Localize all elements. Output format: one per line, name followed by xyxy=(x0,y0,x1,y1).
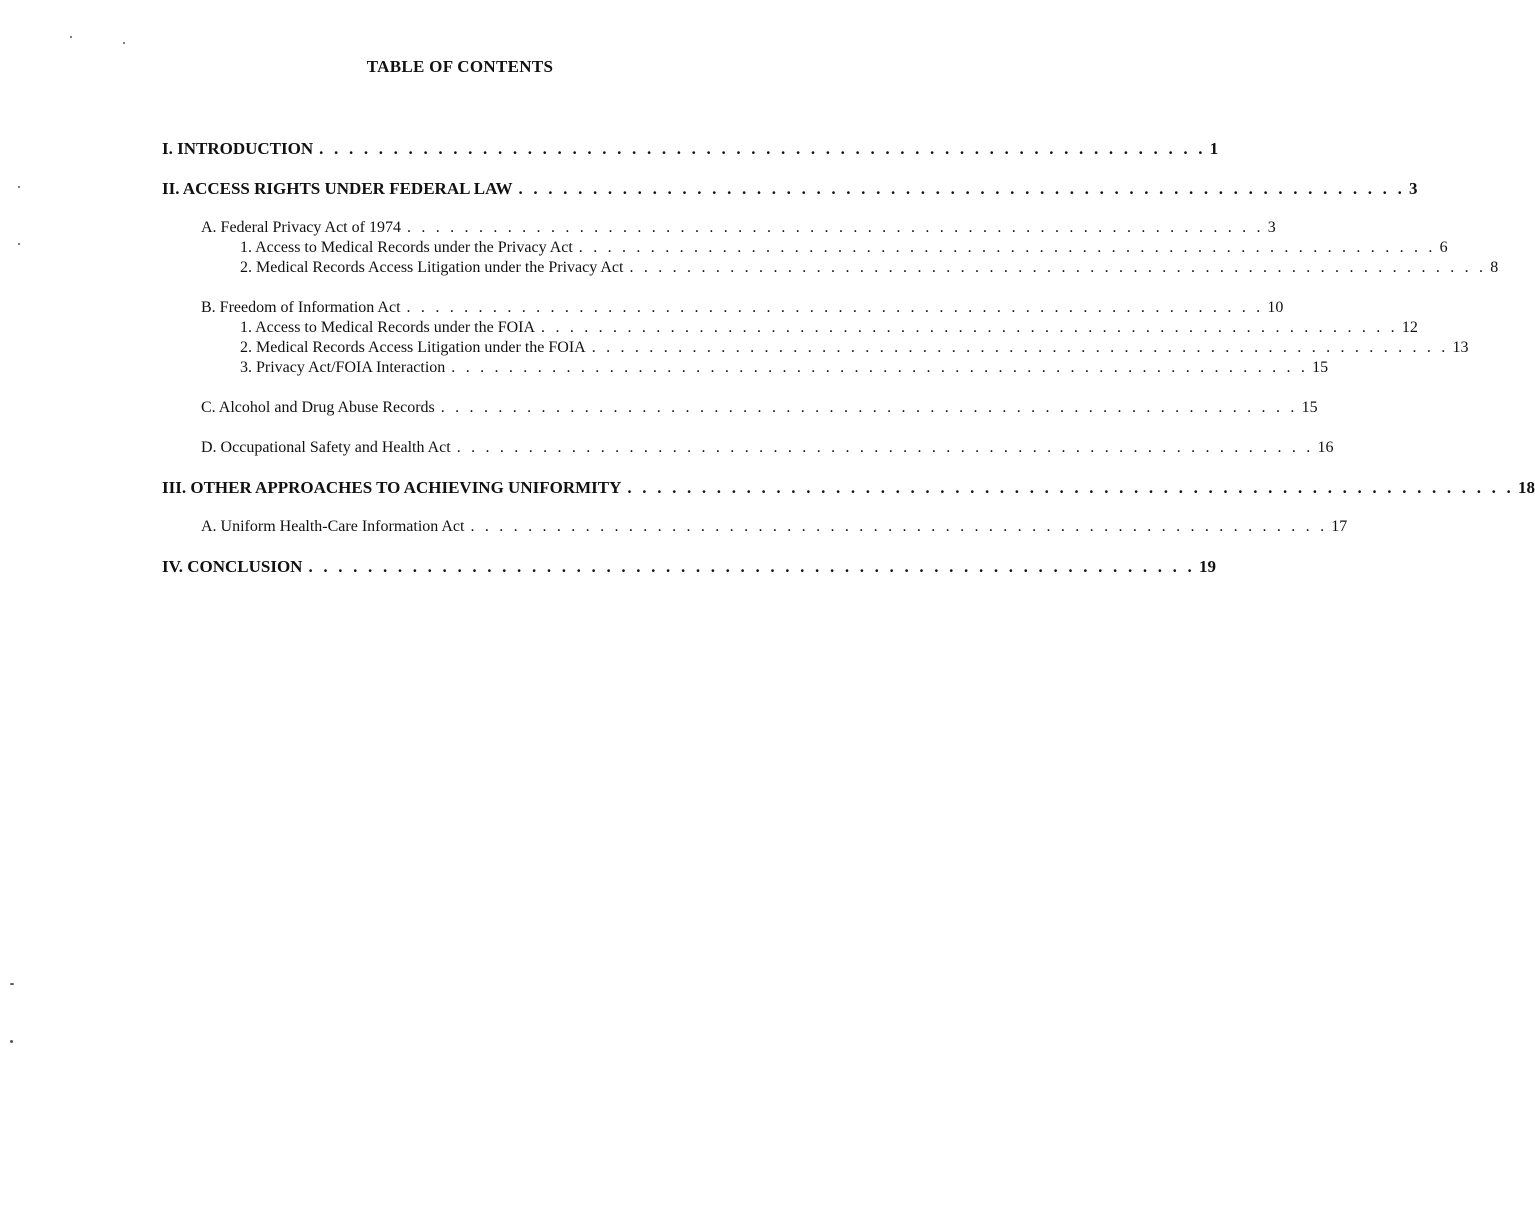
toc-entry-page: 1 xyxy=(1209,139,1219,158)
toc-entry-foia-access xyxy=(240,319,1418,337)
toc-entry-page: 13 xyxy=(1452,339,1469,356)
toc-entry-label: A. Uniform Health-Care Information Act xyxy=(201,518,465,535)
scan-speck xyxy=(70,36,72,38)
toc-entry-label: 3. Privacy Act/FOIA Interaction xyxy=(240,359,446,376)
toc-entry-page: 8 xyxy=(1490,259,1499,276)
toc-entry-page: 3 xyxy=(1409,179,1418,198)
scan-speck xyxy=(10,1040,13,1043)
toc-entry-page: 12 xyxy=(1401,319,1418,336)
toc-entry-conclusion xyxy=(162,557,1217,577)
dot-leader: . . . . . . . . . . . . . . . . . . . . . . . . . . . . . . . . . . . . . . . . . . . . . . . . . . . . . . . . . . . . xyxy=(627,478,1514,497)
toc-entry-osha xyxy=(201,439,1334,457)
scan-speck xyxy=(18,243,20,245)
dot-leader: . . . . . . . . . . . . . . . . . . . . . . . . . . . . . . . . . . . . . . . . . . . . . . . . . . . . . . . . . . . . xyxy=(470,518,1328,535)
toc-entry-label: 1. Access to Medical Records under the Privacy Act xyxy=(240,239,573,256)
toc-entry-page: 6 xyxy=(1439,239,1448,256)
toc-entry-foia xyxy=(201,299,1284,317)
toc-entry-label: I. INTRODUCTION xyxy=(162,139,314,158)
scan-speck xyxy=(10,983,14,985)
dot-leader: . . . . . . . . . . . . . . . . . . . . . . . . . . . . . . . . . . . . . . . . . . . . . . . . . . . . . . . . . . . . xyxy=(406,219,1264,236)
dot-leader: . . . . . . . . . . . . . . . . . . . . . . . . . . . . . . . . . . . . . . . . . . . . . . . . . . . . . . . . . . . . xyxy=(440,399,1298,416)
dot-leader: . . . . . . . . . . . . . . . . . . . . . . . . . . . . . . . . . . . . . . . . . . . . . . . . . . . . . . . . . . . . xyxy=(578,239,1436,256)
toc-entry-privacy-act xyxy=(201,219,1276,237)
toc-entry-page: 17 xyxy=(1331,518,1348,535)
toc-entry-label: 2. Medical Records Access Litigation under the Privacy Act xyxy=(240,259,624,276)
dot-leader: . . . . . . . . . . . . . . . . . . . . . . . . . . . . . . . . . . . . . . . . . . . . . . . . . . . . . . . . . . . . xyxy=(319,139,1206,158)
dot-leader: . . . . . . . . . . . . . . . . . . . . . . . . . . . . . . . . . . . . . . . . . . . . . . . . . . . . . . . . . . . . xyxy=(456,439,1314,456)
toc-entry-privacy-act-access xyxy=(240,239,1448,257)
toc-entry-page: 10 xyxy=(1267,299,1284,316)
page-title: TABLE OF CONTENTS xyxy=(366,57,554,76)
toc-entry-label: IV. CONCLUSION xyxy=(162,557,303,576)
toc-entry-privacy-foia-interaction xyxy=(240,359,1329,377)
toc-entry-label: B. Freedom of Information Act xyxy=(201,299,401,316)
toc-entry-other-approaches xyxy=(162,478,1535,498)
toc-entry-label: D. Occupational Safety and Health Act xyxy=(201,439,451,456)
toc-entry-label: 2. Medical Records Access Litigation under the FOIA xyxy=(240,339,586,356)
dot-leader: . . . . . . . . . . . . . . . . . . . . . . . . . . . . . . . . . . . . . . . . . . . . . . . . . . . . . . . . . . . . xyxy=(541,319,1398,336)
toc-entry-page: 19 xyxy=(1199,557,1217,576)
toc-entry-privacy-act-litigation xyxy=(240,259,1499,277)
dot-leader: . . . . . . . . . . . . . . . . . . . . . . . . . . . . . . . . . . . . . . . . . . . . . . . . . . . . . . . . . . . . xyxy=(591,339,1449,356)
dot-leader: . . . . . . . . . . . . . . . . . . . . . . . . . . . . . . . . . . . . . . . . . . . . . . . . . . . . . . . . . . . . xyxy=(406,299,1264,316)
toc-entry-page: 18 xyxy=(1517,478,1535,497)
toc-entry-label: C. Alcohol and Drug Abuse Records xyxy=(201,399,435,416)
dot-leader: . . . . . . . . . . . . . . . . . . . . . . . . . . . . . . . . . . . . . . . . . . . . . . . . . . . . . . . . . . . . xyxy=(518,179,1406,198)
dot-leader: . . . . . . . . . . . . . . . . . . . . . . . . . . . . . . . . . . . . . . . . . . . . . . . . . . . . . . . . . . . . xyxy=(629,259,1487,276)
toc-entry-page: 3 xyxy=(1267,219,1276,236)
toc-entry-uhcia xyxy=(201,518,1348,536)
toc-entry-label: II. ACCESS RIGHTS UNDER FEDERAL LAW xyxy=(162,179,513,198)
toc-entry-alcohol-drug xyxy=(201,399,1318,417)
toc-entry-page: 16 xyxy=(1317,439,1334,456)
scan-speck xyxy=(123,42,125,44)
toc-entry-access-rights xyxy=(162,179,1418,199)
dot-leader: . . . . . . . . . . . . . . . . . . . . . . . . . . . . . . . . . . . . . . . . . . . . . . . . . . . . . . . . . . . . xyxy=(451,359,1309,376)
dot-leader: . . . . . . . . . . . . . . . . . . . . . . . . . . . . . . . . . . . . . . . . . . . . . . . . . . . . . . . . . . . . xyxy=(308,557,1196,576)
toc-entry-page: 15 xyxy=(1301,399,1318,416)
toc-entry-foia-litigation xyxy=(240,339,1469,357)
scan-speck xyxy=(18,186,20,188)
toc-entry-page: 15 xyxy=(1312,359,1329,376)
toc-entry-label: 1. Access to Medical Records under the FOIA xyxy=(240,319,536,336)
toc-entry-introduction xyxy=(162,139,1219,159)
toc-entry-label: A. Federal Privacy Act of 1974 xyxy=(201,219,401,236)
toc-entry-label: III. OTHER APPROACHES TO ACHIEVING UNIFORMITY xyxy=(162,478,622,497)
